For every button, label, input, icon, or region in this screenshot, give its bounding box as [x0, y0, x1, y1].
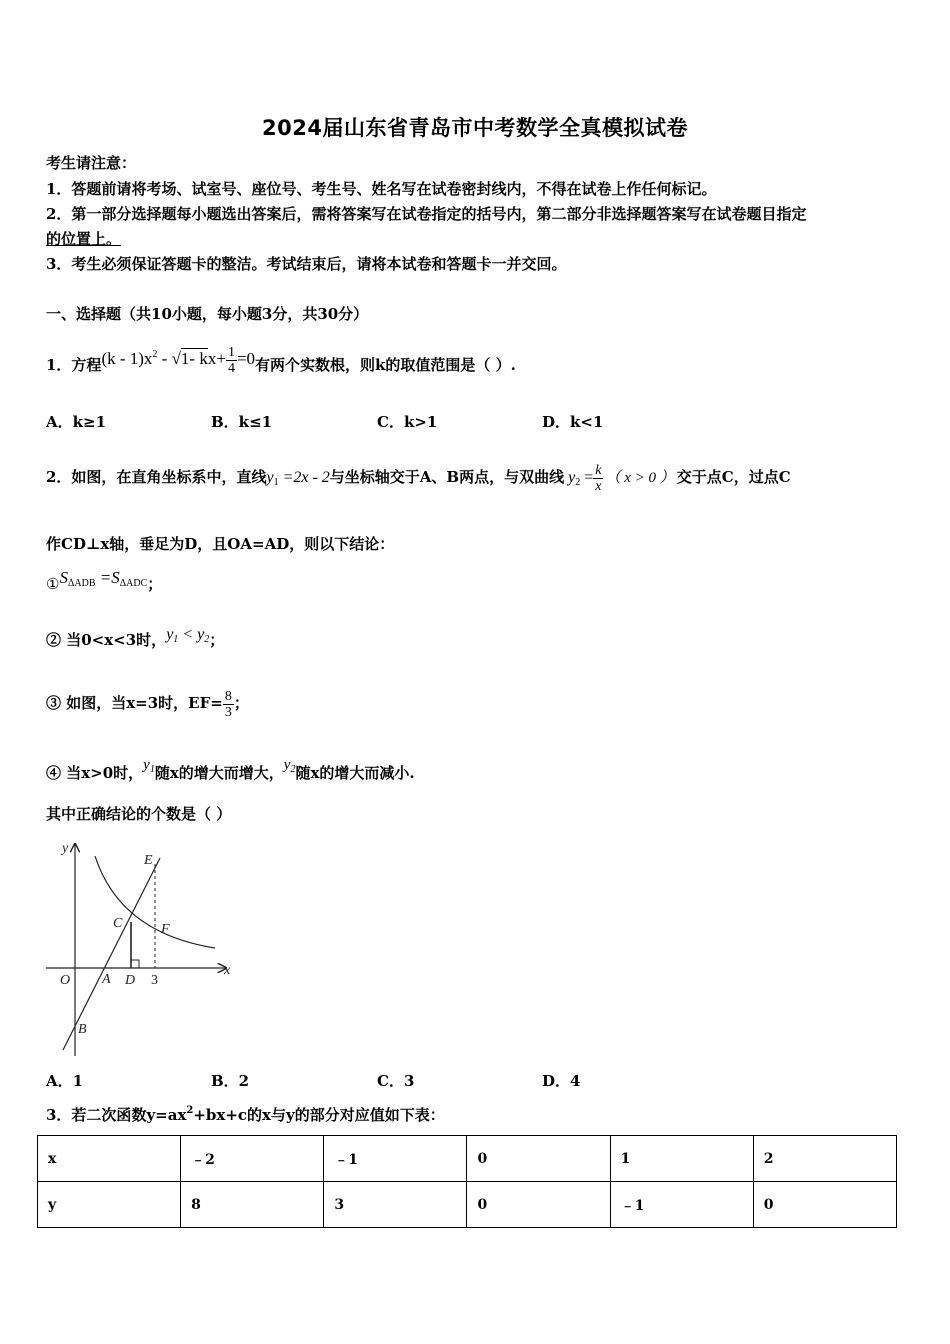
- table-cell: x: [38, 1136, 181, 1182]
- q2-option-a: A．1: [46, 1072, 84, 1090]
- q2-hyp-num: k: [595, 462, 602, 478]
- q2-hyp-sub: 2: [575, 477, 581, 488]
- q1-eq-d: =0: [236, 349, 256, 368]
- q2-c3-den: 3: [224, 704, 232, 720]
- q2-conclusion-1: [46, 568, 162, 594]
- q2-conclusion-4: [46, 748, 415, 790]
- q2-prefix: 2．如图，在直角坐标系中，直线: [46, 468, 267, 486]
- q1-option-a: A．k≥1: [46, 413, 107, 431]
- q2-c4-y1-sub: 1: [149, 764, 155, 775]
- q2-c1-sub2: ΔADC: [119, 578, 148, 589]
- notice-item-1: 1．答题前请将考场、试室号、座位号、考生号、姓名写在试卷密封线内，不得在试卷上作任何标记。: [46, 180, 717, 198]
- q1-eq-root: 1- k: [180, 349, 208, 368]
- label-a: A: [102, 972, 111, 987]
- q2-line-sub: 1: [273, 477, 279, 488]
- q2-c2-lt: < y: [178, 626, 205, 643]
- question-3: [46, 1104, 445, 1125]
- q2-option-d: D．4: [542, 1072, 581, 1090]
- q2-line-2: 作CD⊥x轴，垂足为D，且OA=AD，则以下结论：: [46, 535, 395, 553]
- right-angle-mark: [131, 960, 139, 968]
- table-row: [38, 1136, 897, 1182]
- table-cell: 1: [610, 1136, 753, 1182]
- q1-option-b: B．k≤1: [211, 413, 273, 431]
- table-cell: y: [38, 1182, 181, 1228]
- label-f: F: [161, 922, 170, 937]
- table-row: [38, 1182, 897, 1228]
- q2-c1-end: ；: [147, 575, 163, 593]
- q2-c4-y1-letter: y: [143, 757, 150, 773]
- q2-c3-num: 8: [224, 688, 232, 704]
- label-o: O: [60, 973, 71, 988]
- q2-c3-text: ③ 如图，当x=3时，EF=: [46, 694, 223, 712]
- q2-c4-a: ④ 当x>0时，: [46, 764, 144, 782]
- q1-suffix: 有两个实数根，则k的取值范围是（ ）.: [255, 356, 516, 374]
- q2-line-rhs: =2x - 2: [278, 469, 330, 486]
- q2-line-eq: [266, 469, 329, 486]
- q2-conclusion-3: [46, 684, 249, 722]
- q2-condition: （ x > 0 ）: [605, 470, 675, 486]
- q2-c4-y1: [143, 757, 155, 773]
- q3-text-sup: 2: [186, 1105, 194, 1116]
- q2-c4-b: 随x的增大而增大，: [154, 764, 284, 782]
- q1-option-d: D．k<1: [542, 413, 604, 431]
- label-y: y: [62, 841, 69, 856]
- value-table: [37, 1135, 897, 1228]
- label-3: 3: [151, 973, 158, 988]
- table-cell: 0: [467, 1182, 610, 1228]
- q2-c2-expr: [166, 626, 209, 643]
- q2-c2-text: ② 当0<x<3时，: [46, 631, 167, 649]
- q2-option-b: B．2: [211, 1072, 250, 1090]
- notice-item-2a: 2．第一部分选择题每小题选出答案后，需将答案写在试卷指定的括号内，第二部分非选择题答案写在试卷题目指定: [46, 205, 807, 223]
- q1-eq-c: x+: [207, 349, 226, 368]
- question-1: [46, 338, 516, 382]
- q1-option-c: C．k>1: [377, 413, 438, 431]
- q2-c3-frac: [223, 689, 234, 720]
- q2-c4-y2-sub: 2: [290, 764, 296, 775]
- q2-c2-y1: y: [166, 626, 174, 643]
- q2-line-y: y: [266, 469, 274, 486]
- q2-c1-sub1: ΔADB: [67, 578, 96, 589]
- notice-item-3: 3．考生必须保证答题卡的整洁。考试结束后，请将本试卷和答题卡一并交回。: [46, 255, 567, 273]
- q2-c2-end: ；: [209, 631, 225, 649]
- q2-question: 其中正确结论的个数是（ ）: [46, 805, 232, 823]
- section-heading: 一、选择题（共10小题，每小题3分，共30分）: [46, 305, 369, 323]
- q2-mid: 与坐标轴交于A、B两点，与双曲线: [329, 468, 565, 486]
- q2-figure: [40, 838, 240, 1058]
- q2-c2-s1: 1: [173, 634, 179, 645]
- q2-c1-s: S: [59, 568, 68, 587]
- q2-hyperbola: [568, 462, 603, 494]
- q2-c4-c: 随x的增大而减小.: [295, 764, 415, 782]
- q2-hyp-den: x: [595, 478, 602, 494]
- notice-heading: 考生请注意：: [46, 154, 137, 172]
- table-cell: 3: [324, 1182, 467, 1228]
- q2-c4-y2: [284, 757, 296, 773]
- q2-tail: 交于点C，过点C: [676, 468, 791, 486]
- q1-equation: [101, 344, 256, 376]
- q3-text-b: +bx+c的x与y的部分对应值如下表：: [193, 1106, 445, 1124]
- label-x: x: [224, 963, 231, 978]
- table-cell: ﹣1: [324, 1136, 467, 1182]
- q2-c1-mark: ①: [46, 575, 60, 593]
- table-cell: 2: [753, 1136, 896, 1182]
- question-2: [46, 455, 791, 505]
- q1-prefix: 1．方程: [46, 356, 102, 374]
- table-cell: ﹣2: [181, 1136, 324, 1182]
- q2-conclusion-2: [46, 626, 224, 650]
- q2-hyp-frac: [593, 463, 603, 494]
- q1-eq-a: (k - 1)x: [101, 349, 153, 368]
- q1-frac-num: 1: [227, 344, 235, 360]
- q2-c4-y2-letter: y: [283, 757, 291, 773]
- q2-hyp-eq: =: [580, 469, 594, 486]
- q3-text-a: 3．若二次函数y=ax: [46, 1106, 187, 1124]
- q1-eq-sup: 2: [152, 349, 158, 360]
- table-cell: 0: [467, 1136, 610, 1182]
- table-cell: 0: [753, 1182, 896, 1228]
- q1-frac-den: 4: [227, 360, 235, 376]
- q2-hyp-y: y: [568, 469, 576, 486]
- label-e: E: [144, 853, 153, 868]
- page-title: 2024届山东省青岛市中考数学全真模拟试卷: [262, 116, 688, 140]
- q1-eq-b: - √: [157, 349, 181, 368]
- label-c: C: [113, 916, 123, 931]
- q2-option-c: C．3: [377, 1072, 415, 1090]
- q2-c1-expr: [59, 568, 147, 587]
- q1-fraction: [226, 345, 237, 376]
- label-b: B: [78, 1022, 87, 1037]
- q2-c3-end: ；: [233, 694, 249, 712]
- table-cell: ﹣1: [610, 1182, 753, 1228]
- q2-c2-s2: 2: [204, 634, 210, 645]
- notice-item-2b: 的位置上。: [46, 230, 122, 248]
- label-d: D: [125, 973, 136, 988]
- q2-c1-eq: =S: [95, 568, 120, 587]
- table-cell: 8: [181, 1182, 324, 1228]
